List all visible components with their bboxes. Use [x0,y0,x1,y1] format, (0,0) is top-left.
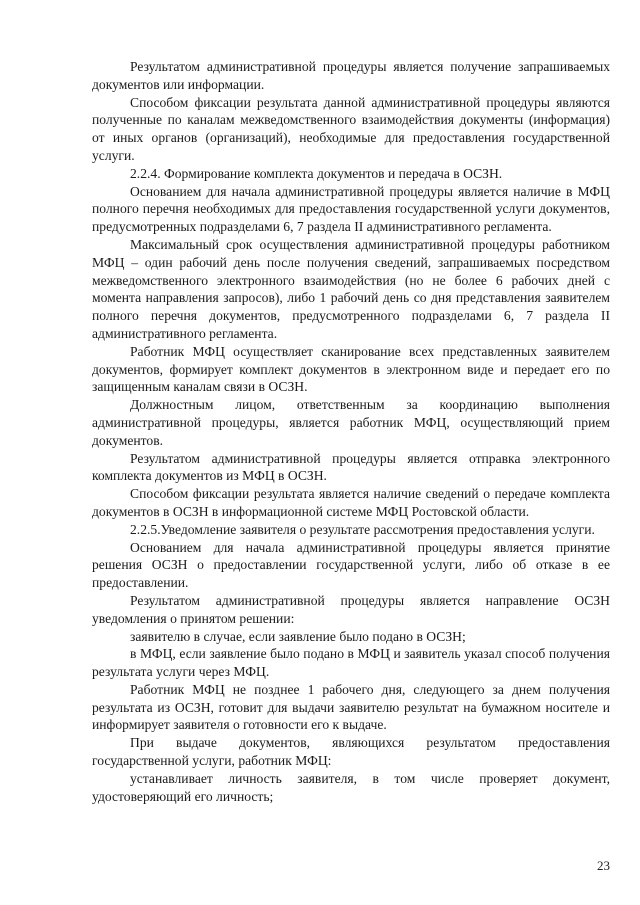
paragraph: Способом фиксации результата данной административной процедуры являются полученные по каналам межведомственного взаимодействия документы (информация) от иных органов (организаций), необходимые для предоставления государственной услуги. [92,94,610,163]
paragraph: Работник МФЦ осуществляет сканирование всех представленных заявителем документов, формирует комплект документов в электронном виде и передает его по защищенным каналам связи в ОСЗН. [92,343,610,395]
paragraph: Основанием для начала административной процедуры является наличие в МФЦ полного перечня необходимых для предоставления государственной услуги документов, предусмотренных подразделами 6, 7 раздела II административного регламента. [92,183,610,235]
page-number: 23 [597,858,610,873]
paragraph: Результатом административной процедуры является получение запрашиваемых документов или информации. [92,59,610,92]
section-heading: 2.2.4. Формирование комплекта документов и передача в ОСЗН. [130,165,503,181]
list-item: заявителю в случае, если заявление было подано в ОСЗН; [130,628,466,644]
document-body [92,58,610,805]
paragraph: Работник МФЦ не позднее 1 рабочего дня, следующего за днем получения результата из ОСЗН, готовит для выдачи заявителю результат на бумажном носителе и информирует заявителя о готовности его к выдаче. [92,681,610,733]
paragraph: Результатом административной процедуры является направление ОСЗН уведомления о принятом решении: [92,592,610,626]
paragraph: Основанием для начала административной процедуры является принятие решения ОСЗН о предоставлении государственной услуги, либо об отказе в ее предоставлении. [92,539,610,591]
paragraph: Должностным лицом, ответственным за координацию выполнения административной процедуры, является работник МФЦ, осуществляющий прием документов. [92,397,610,448]
section-heading: 2.2.5.Уведомление заявителя о результате рассмотрения предоставления услуги. [130,521,595,537]
list-item: в МФЦ, если заявление было подано в МФЦ и заявитель указал способ получения результата услуги через МФЦ. [92,646,610,680]
paragraph: При выдаче документов, являющихся результатом предоставления государственной услуги, работник МФЦ: [92,735,610,769]
paragraph: Способом фиксации результата является наличие сведений о передаче комплекта документов в ОСЗН в информационной системе МФЦ Ростовской области. [92,486,610,519]
paragraph: Максимальный срок осуществления административной процедуры работником МФЦ – один рабочий день после получения сведений, запрашиваемых посредством межведомственного электронного взаимодействия (но не более 6 рабочих дней с момента направления запросов), либо 1 рабочий день со дня представления заявителем полного перечня документов, предусмотренного подразделами 6, 7 раздела II административного регламента. [92,236,610,341]
paragraph: устанавливает личность заявителя, в том числе проверяет документ, удостоверяющий его личность; [92,770,610,804]
paragraph: Результатом административной процедуры является отправка электронного комплекта документов из МФЦ в ОСЗН. [92,450,610,484]
